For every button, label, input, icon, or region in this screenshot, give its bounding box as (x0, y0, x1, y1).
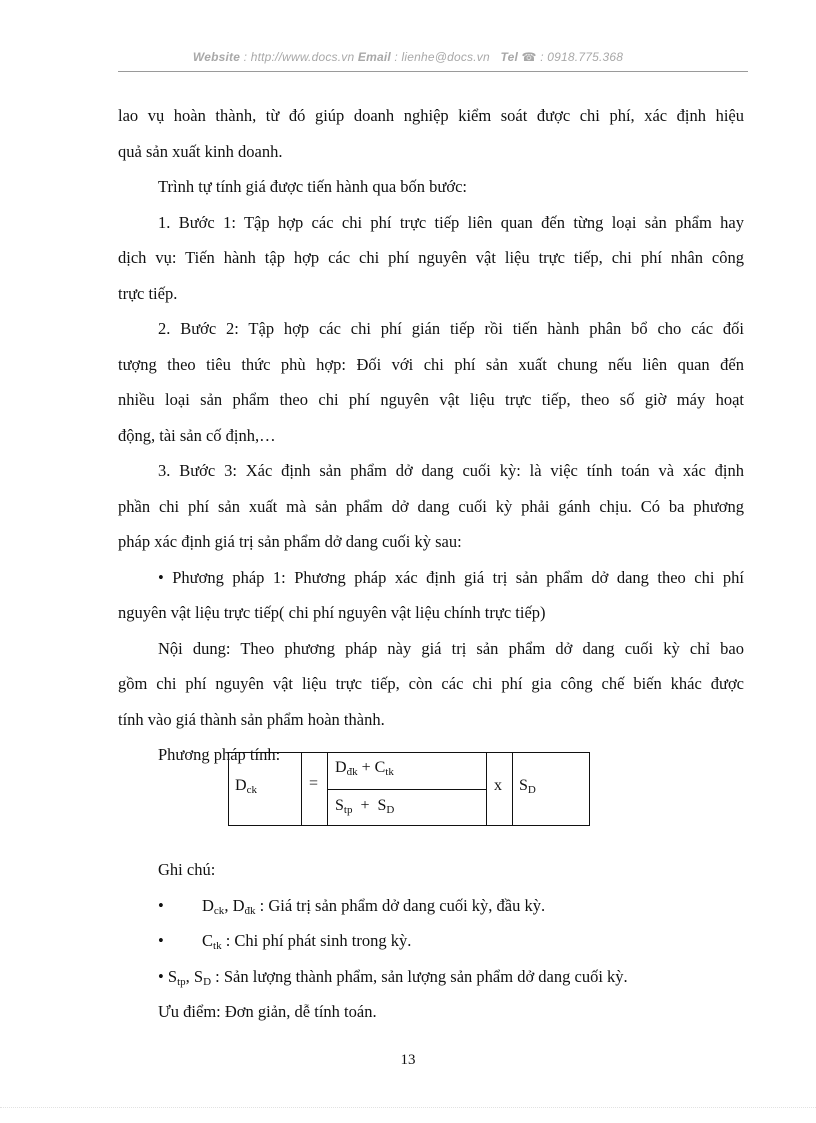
note-item (118, 888, 744, 924)
bullet-icon: • (158, 895, 164, 915)
formula-divider (301, 753, 302, 825)
method1-line2: nguyên vật liệu trực tiếp( chi phí nguyên vật liệu chính trực tiếp) (118, 603, 546, 622)
note-text: $C_{tk}$ : Chi phí phát sinh trong kỳ. (202, 931, 412, 952)
para2-line1: Trình tự tính giá được tiến hành qua bốn bước: (158, 177, 468, 196)
bullet-icon: • (158, 931, 164, 950)
tel-value: : 0918.775.368 (536, 50, 624, 64)
step3-line2: phần chi phí sản xuất mà sản phẩm dở dang cuối kỳ phải gánh chịu. Có ba phương (118, 496, 744, 516)
formula-denominator: $S_{tp} + S_D$ (335, 797, 395, 816)
method1-line1: • Phương pháp 1: Phương pháp xác định giá trị sản phẩm dở dang theo chi phí (158, 567, 744, 587)
notes-title: Ghi chú: (158, 860, 216, 879)
formula-box (228, 752, 590, 826)
formula-divider (512, 753, 513, 825)
tel-label: Tel (500, 50, 518, 64)
notes-section (118, 852, 744, 1030)
formula-equals: = (309, 775, 319, 792)
step3-line1: 3. Bước 3: Xác định sản phẩm dở dang cuối kỳ: là việc tính toán và xác định (158, 461, 744, 480)
website-value: : http://www.docs.vn (240, 50, 358, 64)
step1-line3: trực tiếp. (118, 283, 178, 303)
para1-line1: lao vụ hoàn thành, từ đó giúp doanh nghiệp kiểm soát được chi phí, xác định hiệu (118, 106, 744, 125)
formula-times: x (494, 777, 502, 794)
email-value: : lienhe@docs.vn (390, 50, 494, 64)
step2-line4: động, tài sản cố định,… (118, 425, 276, 445)
document-body (118, 98, 744, 773)
content-line1: Nội dung: Theo phương pháp này giá trị sản phẩm dở dang cuối kỳ chỉ bao (158, 638, 744, 658)
step2-line2: tượng theo tiêu thức phù hợp: Đối với chi phí sản xuất chung nếu liên quan đến (118, 354, 744, 374)
website-label: Website (192, 50, 241, 64)
step2-line1: 2. Bước 2: Tập hợp các chi phí gián tiếp rồi tiến hành phân bổ cho các đối (158, 319, 744, 338)
page-header (0, 50, 816, 64)
fraction-bar (328, 789, 486, 790)
step1-line1: 1. Bước 1: Tập hợp các chi phí trực tiếp liên quan đến từng loại sản phẩm hay (158, 212, 744, 232)
content-line3: tính vào giá thành sản phẩm hoàn thành. (118, 709, 385, 729)
note-item: • $S_{tp}$, $S_D$ : Sản lượng thành phẩm, sản lượng sản phẩm dở dang cuối kỳ. (158, 966, 628, 988)
method-calc-label: Phương pháp tính: (158, 745, 281, 764)
step2-line3: nhiều loại sản phẩm theo chi phí nguyên vật liệu trực tiếp, theo số giờ máy hoạt (118, 390, 744, 409)
para1-line2: quả sản xuất kinh doanh. (118, 141, 283, 161)
formula-sd: $S_D$ (519, 777, 536, 796)
header-rule (118, 71, 748, 72)
note-text: $D_{ck}$, $D_{đk}$ : Giá trị sản phẩm dở dang cuối kỳ, đầu kỳ. (202, 895, 546, 917)
page-number: 13 (400, 1052, 416, 1068)
formula-numerator: $D_{đk} + C_{tk}$ (335, 759, 394, 778)
step1-line2: dịch vụ: Tiến hành tập hợp các chi phí nguyên vật liệu trực tiếp, chi phí nhân công (118, 248, 744, 267)
formula-dck: $D_{ck}$ (235, 777, 257, 796)
content-line2: gồm chi phí nguyên vật liệu trực tiếp, còn các chi phí gia công chế biến khác được (118, 674, 744, 693)
formula-divider (486, 753, 487, 825)
email-label: Email (357, 50, 391, 64)
phone-icon: ☎ (521, 50, 537, 64)
advantage-line: Ưu điểm: Đơn giản, dễ tính toán. (158, 1002, 377, 1021)
footer-rule (0, 1107, 816, 1108)
note-item (118, 923, 744, 959)
step3-line3: pháp xác định giá trị sản phẩm dở dang cuối kỳ sau: (118, 532, 462, 551)
